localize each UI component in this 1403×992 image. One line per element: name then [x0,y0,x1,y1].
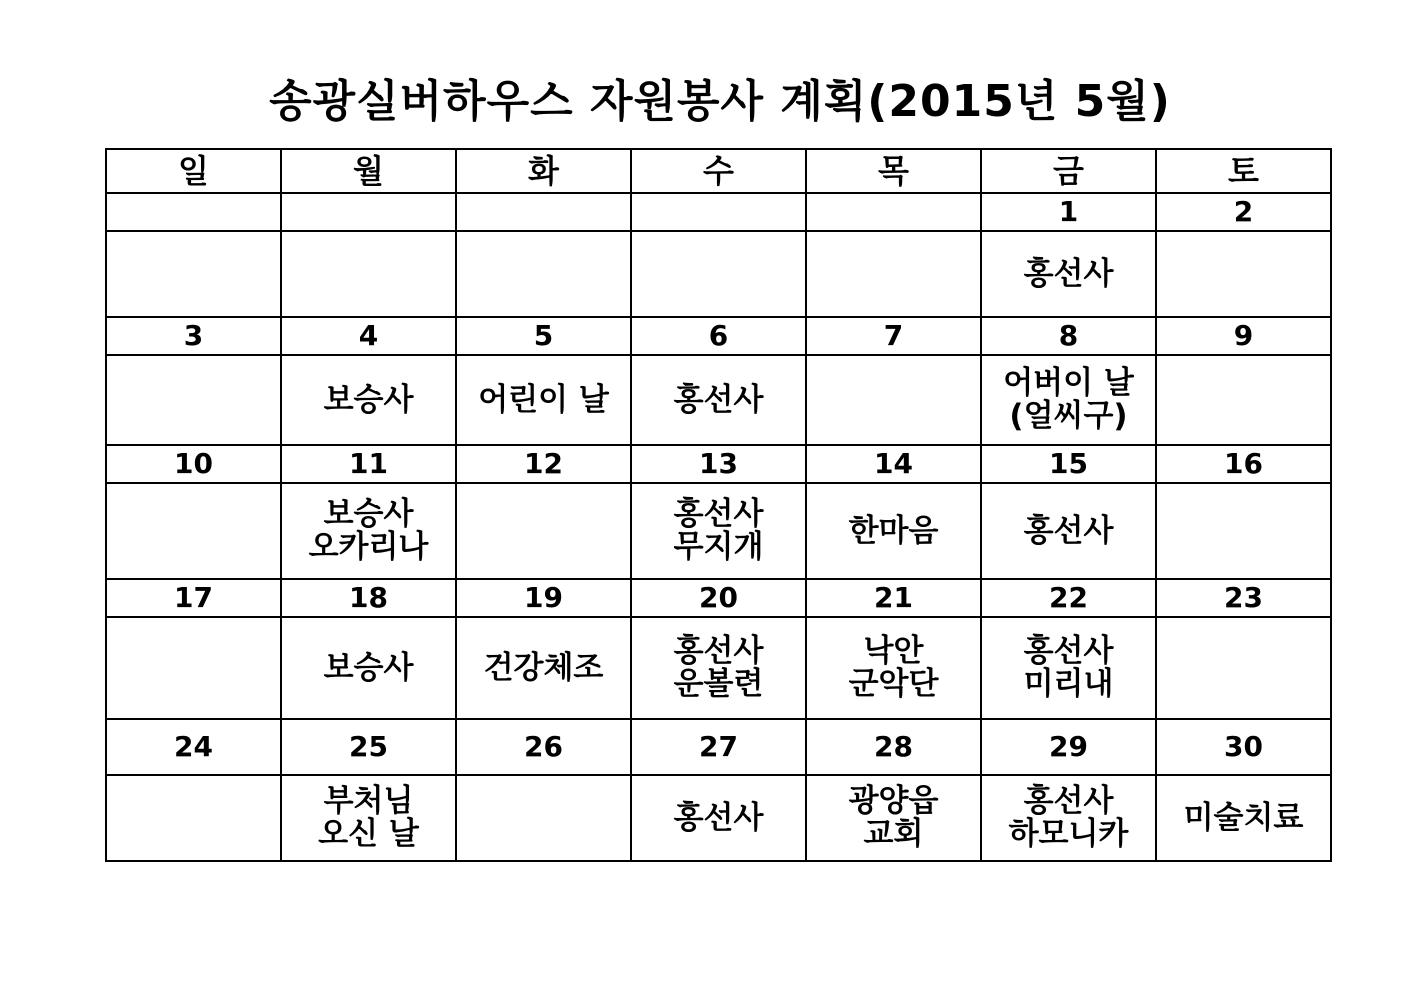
date-number: 1 [981,193,1156,231]
event-row [106,355,1331,445]
date-number: 23 [1156,579,1331,617]
date-number: 24 [106,719,281,775]
event-cell [1156,775,1331,861]
event-cell [106,617,281,719]
date-number: 15 [981,445,1156,483]
date-number: 14 [806,445,981,483]
event-cell [281,483,456,579]
date-number: 25 [281,719,456,775]
event-cell [806,775,981,861]
event-cell [631,355,806,445]
date-number: 26 [456,719,631,775]
event-label: 운볼련 [673,666,764,702]
event-cell [1156,355,1331,445]
event-cell [281,231,456,317]
date-row [106,317,1331,355]
event-label: 광양읍 [848,783,939,819]
weekday-header: 수 [631,149,806,193]
event-cell [981,231,1156,317]
event-label: 어린이 날 [478,381,609,418]
event-row [106,231,1331,317]
event-label: 한마음 [848,512,939,549]
event-cell [631,231,806,317]
event-label: (얼씨구) [1009,398,1128,434]
date-number [281,193,456,231]
date-number: 21 [806,579,981,617]
event-cell [806,355,981,445]
date-number: 27 [631,719,806,775]
date-number: 22 [981,579,1156,617]
event-label: 교회 [863,816,924,852]
date-number [631,193,806,231]
event-cell [806,617,981,719]
event-label: 홍선사 [1023,783,1114,819]
event-cell [1156,231,1331,317]
date-number: 4 [281,317,456,355]
event-cell [806,231,981,317]
date-number [106,193,281,231]
event-label: 보승사 [323,496,414,532]
event-cell [456,775,631,861]
event-label: 홍선사 [673,633,764,669]
date-row [106,579,1331,617]
date-number: 19 [456,579,631,617]
weekday-header-row [106,149,1331,193]
weekday-header: 목 [806,149,981,193]
event-label: 낙안 [863,633,924,669]
event-cell [456,617,631,719]
event-label: 무지개 [673,529,764,565]
date-number: 7 [806,317,981,355]
date-number: 20 [631,579,806,617]
event-cell [631,617,806,719]
event-label: 군악단 [848,666,939,702]
date-number: 29 [981,719,1156,775]
event-label: 홍선사 [673,381,764,418]
date-number: 8 [981,317,1156,355]
event-cell [981,775,1156,861]
event-cell [106,775,281,861]
weekday-header: 월 [281,149,456,193]
event-cell [806,483,981,579]
date-number: 3 [106,317,281,355]
date-number: 17 [106,579,281,617]
date-number [806,193,981,231]
event-cell [981,483,1156,579]
event-cell [281,355,456,445]
date-number: 30 [1156,719,1331,775]
date-number: 5 [456,317,631,355]
event-row [106,617,1331,719]
event-label: 홍선사 [1023,255,1114,292]
date-number: 2 [1156,193,1331,231]
event-row [106,483,1331,579]
event-label: 미술치료 [1183,799,1304,836]
date-number: 13 [631,445,806,483]
date-number: 6 [631,317,806,355]
date-row [106,445,1331,483]
event-label: 부처님 [323,783,414,819]
page-title: 송광실버하우스 자원봉사 계획(2015년 5월) [269,76,1171,127]
date-number: 11 [281,445,456,483]
date-number: 16 [1156,445,1331,483]
event-label: 보승사 [323,649,414,686]
event-cell [106,231,281,317]
date-row [106,719,1331,775]
date-number: 28 [806,719,981,775]
event-label: 오신 날 [318,816,419,852]
event-label: 홍선사 [1023,633,1114,669]
date-number: 10 [106,445,281,483]
event-cell [106,355,281,445]
event-label: 홍선사 [1023,512,1114,549]
weekday-header: 토 [1156,149,1331,193]
event-cell [981,617,1156,719]
event-label: 보승사 [323,381,414,418]
event-label: 어버이 날 [1003,365,1134,401]
event-row [106,775,1331,861]
weekday-header: 화 [456,149,631,193]
event-cell [281,617,456,719]
date-number: 12 [456,445,631,483]
event-label: 하모니카 [1008,816,1129,852]
event-cell [456,483,631,579]
event-label: 건강체조 [483,649,604,686]
weekday-header: 일 [106,149,281,193]
calendar-table [105,148,1332,862]
event-cell [1156,483,1331,579]
event-cell [106,483,281,579]
event-cell [281,775,456,861]
event-label: 미리내 [1023,666,1114,702]
date-number: 9 [1156,317,1331,355]
event-cell [456,231,631,317]
event-label: 오카리나 [308,529,429,565]
event-cell [981,355,1156,445]
event-label: 홍선사 [673,496,764,532]
event-label: 홍선사 [673,799,764,836]
date-row [106,193,1331,231]
event-cell [631,483,806,579]
event-cell [1156,617,1331,719]
weekday-header: 금 [981,149,1156,193]
event-cell [631,775,806,861]
event-cell [456,355,631,445]
date-number [456,193,631,231]
date-number: 18 [281,579,456,617]
